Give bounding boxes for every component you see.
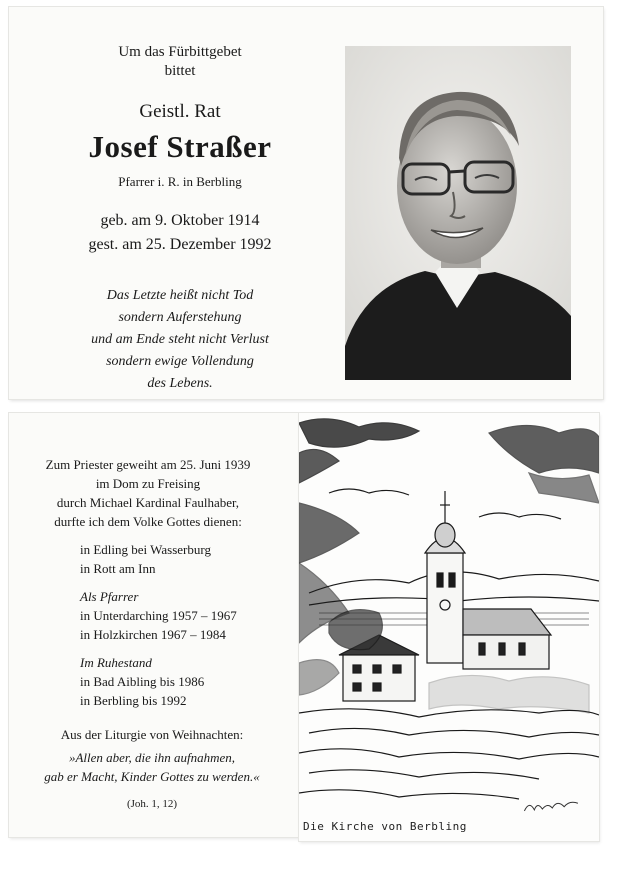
death-date: gest. am 25. Dezember 1992 <box>88 236 272 253</box>
quote-line: »Allen aber, die ihn aufnahmen, <box>68 750 236 765</box>
honorary-title: Geistl. Rat <box>139 101 221 122</box>
verse-line: sondern Auferstehung <box>118 310 242 325</box>
deceased-name: Josef Straßer <box>88 129 272 164</box>
intro-line: durfte ich dem Volke Gottes dienen: <box>54 514 242 529</box>
retired-heading: Im Ruhestand <box>80 655 152 670</box>
pastor-heading: Als Pfarrer <box>80 589 139 604</box>
office-line: Pfarrer i. R. in Berbling <box>118 174 242 189</box>
life-dates <box>40 209 320 257</box>
service-place: in Edling bei Wasserburg <box>80 542 211 557</box>
request-line-1: Um das Fürbittgebet <box>118 44 242 60</box>
portrait-photo <box>345 46 571 380</box>
intro-line: im Dom zu Freising <box>95 476 201 491</box>
church-drawing <box>299 413 599 841</box>
verse-line: und am Ende steht nicht Verlust <box>91 332 269 347</box>
retired-place: in Berbling bis 1992 <box>80 693 187 708</box>
service-place: in Rott am Inn <box>80 561 156 576</box>
quote-line: gab er Macht, Kinder Gottes zu werden.« <box>44 769 260 784</box>
memorial-verse <box>40 285 320 395</box>
service-list <box>80 540 237 710</box>
intro-line: Zum Priester geweiht am 25. Juni 1939 <box>45 457 251 472</box>
verse-line: Das Letzte heißt nicht Tod <box>106 288 254 303</box>
drawing-caption: Die Kirche von Berbling <box>303 820 467 833</box>
intercession-request <box>40 43 320 81</box>
pastor-place: in Holzkirchen 1967 – 1984 <box>80 627 226 642</box>
church-drawing-card <box>299 413 599 841</box>
portrait-illustration <box>345 46 571 380</box>
birth-date: geb. am 9. Oktober 1914 <box>100 212 260 229</box>
liturgy-heading: Aus der Liturgie von Weihnachten: <box>60 727 244 742</box>
scripture-quote <box>22 748 282 786</box>
pastor-place: in Unterdarching 1957 – 1967 <box>80 608 237 623</box>
verse-line: sondern ewige Vollendung <box>106 354 254 369</box>
retired-place: in Bad Aibling bis 1986 <box>80 674 205 689</box>
request-line-2: bittet <box>164 63 196 79</box>
verse-line: des Lebens. <box>147 376 213 391</box>
ordination-intro <box>28 455 268 531</box>
scripture-reference: (Joh. 1, 12) <box>126 798 178 810</box>
intro-line: durch Michael Kardinal Faulhaber, <box>56 495 240 510</box>
